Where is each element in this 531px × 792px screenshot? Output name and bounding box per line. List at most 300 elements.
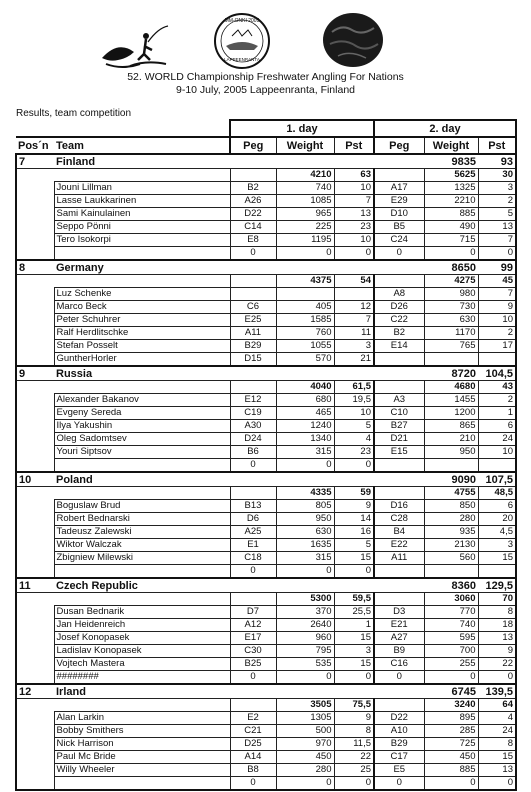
day1-points: 10 [334, 182, 374, 195]
member-name: Alan Larkin [54, 712, 230, 725]
member-name: Evgeny Sereda [54, 407, 230, 420]
day1-weight: 0 [276, 777, 334, 791]
day1-points: 11 [334, 327, 374, 340]
day1-points: 7 [334, 195, 374, 208]
team-day-totals-row [16, 169, 516, 182]
day1-weight: 960 [276, 632, 334, 645]
member-name: Vojtech Mastera [54, 658, 230, 671]
day1-peg: B8 [230, 764, 276, 777]
member-name: Zbigniew Milewski [54, 552, 230, 565]
member-name: Josef Konopasek [54, 632, 230, 645]
day1-peg: E8 [230, 234, 276, 247]
day2-peg: E15 [374, 446, 424, 459]
day2-team-weight: 4755 [424, 487, 478, 500]
day1-peg: 0 [230, 459, 276, 473]
day1-team-points: 59 [334, 487, 374, 500]
blank-cell [16, 353, 54, 367]
member-name: Willy Wheeler [54, 764, 230, 777]
day1-weight: 405 [276, 301, 334, 314]
day2-peg: A27 [374, 632, 424, 645]
team-day-totals-row [16, 593, 516, 606]
day2-points: 6 [478, 420, 516, 433]
member-name: Luz Schenke [54, 288, 230, 301]
blank-cell [374, 381, 424, 394]
day2-header: 2. day [374, 120, 516, 137]
day1-points: 22 [334, 751, 374, 764]
day2-points: 13 [478, 764, 516, 777]
day2-weight: 765 [424, 340, 478, 353]
member-name: Bobby Smithers [54, 725, 230, 738]
logo-text-top: MM-ONKI 2005 [224, 18, 260, 24]
day2-points: 15 [478, 751, 516, 764]
day2-peg: B4 [374, 526, 424, 539]
day2-peg: A8 [374, 288, 424, 301]
day1-peg: D6 [230, 513, 276, 526]
day2-points: 13 [478, 632, 516, 645]
member-name: Marco Beck [54, 301, 230, 314]
day1-peg: A30 [230, 420, 276, 433]
day1-weight: 570 [276, 353, 334, 367]
day1-points: 3 [334, 340, 374, 353]
member-row [16, 353, 516, 367]
day1-peg: B2 [230, 182, 276, 195]
blank-cell [16, 247, 54, 261]
day1-points: 0 [334, 671, 374, 685]
member-row [16, 314, 516, 327]
blank-cell [16, 394, 54, 407]
day1-weight: 0 [276, 247, 334, 261]
member-name: Robert Bednarski [54, 513, 230, 526]
blank-cell [16, 738, 54, 751]
member-row [16, 513, 516, 526]
day2-points: 3 [478, 539, 516, 552]
member-row [16, 552, 516, 565]
day1-peg: B13 [230, 500, 276, 513]
member-row [16, 619, 516, 632]
day1-team-points: 61,5 [334, 381, 374, 394]
day2-weight: 560 [424, 552, 478, 565]
col-pst-day1: Pst [334, 137, 374, 154]
day1-weight: 315 [276, 552, 334, 565]
blank-cell [230, 684, 424, 699]
blank-cell [16, 777, 54, 791]
blank-cell [16, 301, 54, 314]
day2-points: 2 [478, 394, 516, 407]
day1-peg [230, 288, 276, 301]
blank-cell [16, 593, 230, 606]
col-team: Team [54, 137, 110, 154]
day2-team-weight: 5625 [424, 169, 478, 182]
blank-cell [230, 472, 424, 487]
day2-points: 0 [478, 247, 516, 261]
blank-cell [16, 751, 54, 764]
day2-weight: 740 [424, 619, 478, 632]
day2-points [478, 565, 516, 579]
day1-points: 5 [334, 420, 374, 433]
col-pst-day2: Pst [478, 137, 516, 154]
day2-points: 17 [478, 340, 516, 353]
day1-points: 12 [334, 301, 374, 314]
day2-peg: 0 [374, 671, 424, 685]
blank-cell [16, 487, 230, 500]
blank-cell [16, 712, 54, 725]
day1-peg: C6 [230, 301, 276, 314]
day2-peg: B27 [374, 420, 424, 433]
day2-points: 24 [478, 433, 516, 446]
day2-points [478, 459, 516, 473]
blank-cell [374, 487, 424, 500]
day1-team-weight: 5300 [276, 593, 334, 606]
day2-peg: 0 [374, 777, 424, 791]
member-row [16, 539, 516, 552]
day2-weight: 285 [424, 725, 478, 738]
team-name: Czech Republic [54, 578, 230, 593]
blank-cell [16, 433, 54, 446]
day1-peg: D22 [230, 208, 276, 221]
member-row [16, 500, 516, 513]
day2-peg: E22 [374, 539, 424, 552]
blank-cell [16, 182, 54, 195]
day2-weight: 1325 [424, 182, 478, 195]
day2-weight: 885 [424, 208, 478, 221]
day2-peg: C28 [374, 513, 424, 526]
day1-peg: A26 [230, 195, 276, 208]
day2-weight: 2210 [424, 195, 478, 208]
angler-fish-logo [100, 24, 170, 70]
blank-cell [230, 487, 276, 500]
day1-team-weight: 4375 [276, 275, 334, 288]
day2-points: 0 [478, 777, 516, 791]
day1-weight: 1195 [276, 234, 334, 247]
col-peg-day1: Peg [230, 137, 276, 154]
member-name: ######## [54, 671, 230, 685]
day2-peg: B5 [374, 221, 424, 234]
day2-points: 20 [478, 513, 516, 526]
day1-peg: B25 [230, 658, 276, 671]
day1-weight: 2640 [276, 619, 334, 632]
day1-peg: E17 [230, 632, 276, 645]
member-row [16, 738, 516, 751]
day1-peg: 0 [230, 671, 276, 685]
day2-peg: C16 [374, 658, 424, 671]
member-name: Boguslaw Brud [54, 500, 230, 513]
day1-weight: 0 [276, 565, 334, 579]
logo-text-bottom: LAPPEENRANTA [224, 57, 260, 62]
blank-cell [16, 658, 54, 671]
day2-team-weight: 3240 [424, 699, 478, 712]
member-row [16, 658, 516, 671]
member-row [16, 606, 516, 619]
blank-cell [16, 275, 230, 288]
team-day-totals-row [16, 275, 516, 288]
championship-date-location: 9-10 July, 2005 Lappeenranta, Finland [175, 84, 356, 96]
day1-weight: 1305 [276, 712, 334, 725]
blank-cell [16, 671, 54, 685]
results-subtitle: Results, team competition [16, 108, 132, 119]
member-name: Stefan Posselt [54, 340, 230, 353]
team-name: Germany [54, 260, 230, 275]
day2-weight [424, 459, 478, 473]
day1-weight: 1635 [276, 539, 334, 552]
member-name: Nick Harrison [54, 738, 230, 751]
day2-weight: 1455 [424, 394, 478, 407]
team-day-totals-row [16, 381, 516, 394]
blank-cell [16, 565, 54, 579]
day2-peg [374, 459, 424, 473]
globe-logo [322, 12, 384, 68]
blank-cell [16, 552, 54, 565]
day2-team-weight: 4680 [424, 381, 478, 394]
member-name: Dusan Bednarik [54, 606, 230, 619]
day2-weight: 280 [424, 513, 478, 526]
day1-peg: A12 [230, 619, 276, 632]
day1-peg: E25 [230, 314, 276, 327]
day2-points: 5 [478, 208, 516, 221]
day1-weight: 465 [276, 407, 334, 420]
team-total-points: 107,5 [478, 472, 516, 487]
member-name: Alexander Bakanov [54, 394, 230, 407]
member-row [16, 645, 516, 658]
day2-points: 2 [478, 327, 516, 340]
blank-cell [16, 645, 54, 658]
day1-weight: 1085 [276, 195, 334, 208]
day1-points: 8 [334, 725, 374, 738]
day1-weight: 805 [276, 500, 334, 513]
blank-cell [16, 234, 54, 247]
day2-weight: 255 [424, 658, 478, 671]
day1-points: 16 [334, 526, 374, 539]
day2-team-points: 48,5 [478, 487, 516, 500]
member-name [54, 459, 230, 473]
blank-cell [16, 327, 54, 340]
day2-weight: 715 [424, 234, 478, 247]
day1-peg: C18 [230, 552, 276, 565]
day2-weight: 2130 [424, 539, 478, 552]
team-total-points: 99 [478, 260, 516, 275]
day2-peg [374, 565, 424, 579]
col-weight-day1: Weight [276, 137, 334, 154]
championship-title: 52. WORLD Championship Freshwater Angling For Nations [127, 71, 404, 83]
member-row [16, 234, 516, 247]
day1-points: 3 [334, 645, 374, 658]
member-row [16, 671, 516, 685]
member-name: Oleg Sadomtsev [54, 433, 230, 446]
team-name: Irland [54, 684, 230, 699]
team-position: 11 [16, 578, 54, 593]
day1-points: 9 [334, 712, 374, 725]
day1-peg: D25 [230, 738, 276, 751]
day2-points: 9 [478, 301, 516, 314]
col-pos: Pos´n [16, 137, 54, 154]
day2-weight [424, 353, 478, 367]
day2-team-points: 45 [478, 275, 516, 288]
day2-points: 0 [478, 671, 516, 685]
day1-peg: D7 [230, 606, 276, 619]
member-row [16, 565, 516, 579]
blank-cell [230, 593, 276, 606]
blank-cell [16, 407, 54, 420]
day2-points: 22 [478, 658, 516, 671]
day1-points: 11,5 [334, 738, 374, 751]
team-day-totals-row [16, 487, 516, 500]
day1-weight: 225 [276, 221, 334, 234]
day2-weight: 980 [424, 288, 478, 301]
blank-cell [374, 593, 424, 606]
member-name: Youri Siptsov [54, 446, 230, 459]
blank-cell [230, 366, 424, 381]
team-row [16, 154, 516, 169]
member-row [16, 340, 516, 353]
day2-peg: 0 [374, 247, 424, 261]
day2-peg: C10 [374, 407, 424, 420]
day2-weight: 935 [424, 526, 478, 539]
day1-weight [276, 288, 334, 301]
day2-points [478, 353, 516, 367]
blank-cell [16, 195, 54, 208]
day2-weight: 770 [424, 606, 478, 619]
member-name: Jouni Lillman [54, 182, 230, 195]
day2-points: 8 [478, 606, 516, 619]
day1-peg: D15 [230, 353, 276, 367]
member-row [16, 394, 516, 407]
day2-weight: 630 [424, 314, 478, 327]
member-name: Jan Heidenreich [54, 619, 230, 632]
day1-weight: 795 [276, 645, 334, 658]
day1-weight: 1585 [276, 314, 334, 327]
day2-peg: E14 [374, 340, 424, 353]
blank-cell [230, 260, 424, 275]
member-name: Ralf Herdlitschke [54, 327, 230, 340]
member-row [16, 221, 516, 234]
team-name: Poland [54, 472, 230, 487]
day2-points: 4,5 [478, 526, 516, 539]
team-total-weight: 8650 [424, 260, 478, 275]
day2-peg: B29 [374, 738, 424, 751]
team-position: 7 [16, 154, 54, 169]
logo-strip [0, 8, 531, 70]
day2-weight: 865 [424, 420, 478, 433]
day1-weight: 500 [276, 725, 334, 738]
member-name [54, 565, 230, 579]
team-row [16, 472, 516, 487]
day1-peg: A25 [230, 526, 276, 539]
member-row [16, 712, 516, 725]
blank-cell [16, 500, 54, 513]
day1-team-points: 59,5 [334, 593, 374, 606]
day2-points: 3 [478, 182, 516, 195]
day1-peg: C19 [230, 407, 276, 420]
member-row [16, 777, 516, 791]
day2-points: 8 [478, 738, 516, 751]
member-row [16, 327, 516, 340]
member-name: Sami Kainulainen [54, 208, 230, 221]
blank-cell [230, 169, 276, 182]
member-row [16, 433, 516, 446]
team-total-weight: 8360 [424, 578, 478, 593]
day1-team-weight: 4040 [276, 381, 334, 394]
day2-points: 18 [478, 619, 516, 632]
day2-peg: B9 [374, 645, 424, 658]
day1-points: 10 [334, 234, 374, 247]
col-spacer [110, 137, 230, 154]
day2-peg: A10 [374, 725, 424, 738]
team-row [16, 684, 516, 699]
day1-points: 1 [334, 619, 374, 632]
day2-team-points: 30 [478, 169, 516, 182]
day2-points: 13 [478, 221, 516, 234]
blank-cell [16, 513, 54, 526]
day1-points: 23 [334, 446, 374, 459]
day1-points: 0 [334, 777, 374, 791]
day1-header: 1. day [230, 120, 374, 137]
team-total-points: 139,5 [478, 684, 516, 699]
day1-weight: 0 [276, 459, 334, 473]
day1-points: 15 [334, 632, 374, 645]
column-header-row [16, 137, 516, 154]
day2-peg [374, 353, 424, 367]
day2-points: 10 [478, 446, 516, 459]
day2-peg: E29 [374, 195, 424, 208]
col-peg-day2: Peg [374, 137, 424, 154]
day1-team-points: 75,5 [334, 699, 374, 712]
day1-weight: 970 [276, 738, 334, 751]
day1-points: 7 [334, 314, 374, 327]
day1-peg: E1 [230, 539, 276, 552]
team-position: 9 [16, 366, 54, 381]
day2-weight: 490 [424, 221, 478, 234]
team-day-totals-row [16, 699, 516, 712]
blank-cell [374, 169, 424, 182]
day2-peg: A3 [374, 394, 424, 407]
day2-weight: 0 [424, 777, 478, 791]
day2-peg: D21 [374, 433, 424, 446]
team-row [16, 578, 516, 593]
member-name: Ladislav Konopasek [54, 645, 230, 658]
day1-peg: A11 [230, 327, 276, 340]
member-name: GuntherHorler [54, 353, 230, 367]
team-total-weight: 6745 [424, 684, 478, 699]
day2-peg: C24 [374, 234, 424, 247]
day2-peg: D16 [374, 500, 424, 513]
day1-peg: B6 [230, 446, 276, 459]
blank-cell [16, 314, 54, 327]
member-row [16, 764, 516, 777]
team-total-weight: 9835 [424, 154, 478, 169]
day1-weight: 760 [276, 327, 334, 340]
team-position: 8 [16, 260, 54, 275]
member-name: Ilya Yakushin [54, 420, 230, 433]
day1-weight: 535 [276, 658, 334, 671]
member-row [16, 247, 516, 261]
member-name: Seppo Pönni [54, 221, 230, 234]
day2-weight: 450 [424, 751, 478, 764]
team-total-weight: 9090 [424, 472, 478, 487]
day2-peg: D3 [374, 606, 424, 619]
blank-cell [16, 539, 54, 552]
day1-peg: 0 [230, 777, 276, 791]
team-total-points: 129,5 [478, 578, 516, 593]
team-position: 12 [16, 684, 54, 699]
day1-peg: 0 [230, 565, 276, 579]
blank-cell [16, 120, 230, 137]
member-name: Paul Mc Bride [54, 751, 230, 764]
team-total-weight: 8720 [424, 366, 478, 381]
day2-weight: 885 [424, 764, 478, 777]
team-total-points: 93 [478, 154, 516, 169]
blank-cell [16, 208, 54, 221]
day1-points: 23 [334, 221, 374, 234]
day1-weight: 740 [276, 182, 334, 195]
